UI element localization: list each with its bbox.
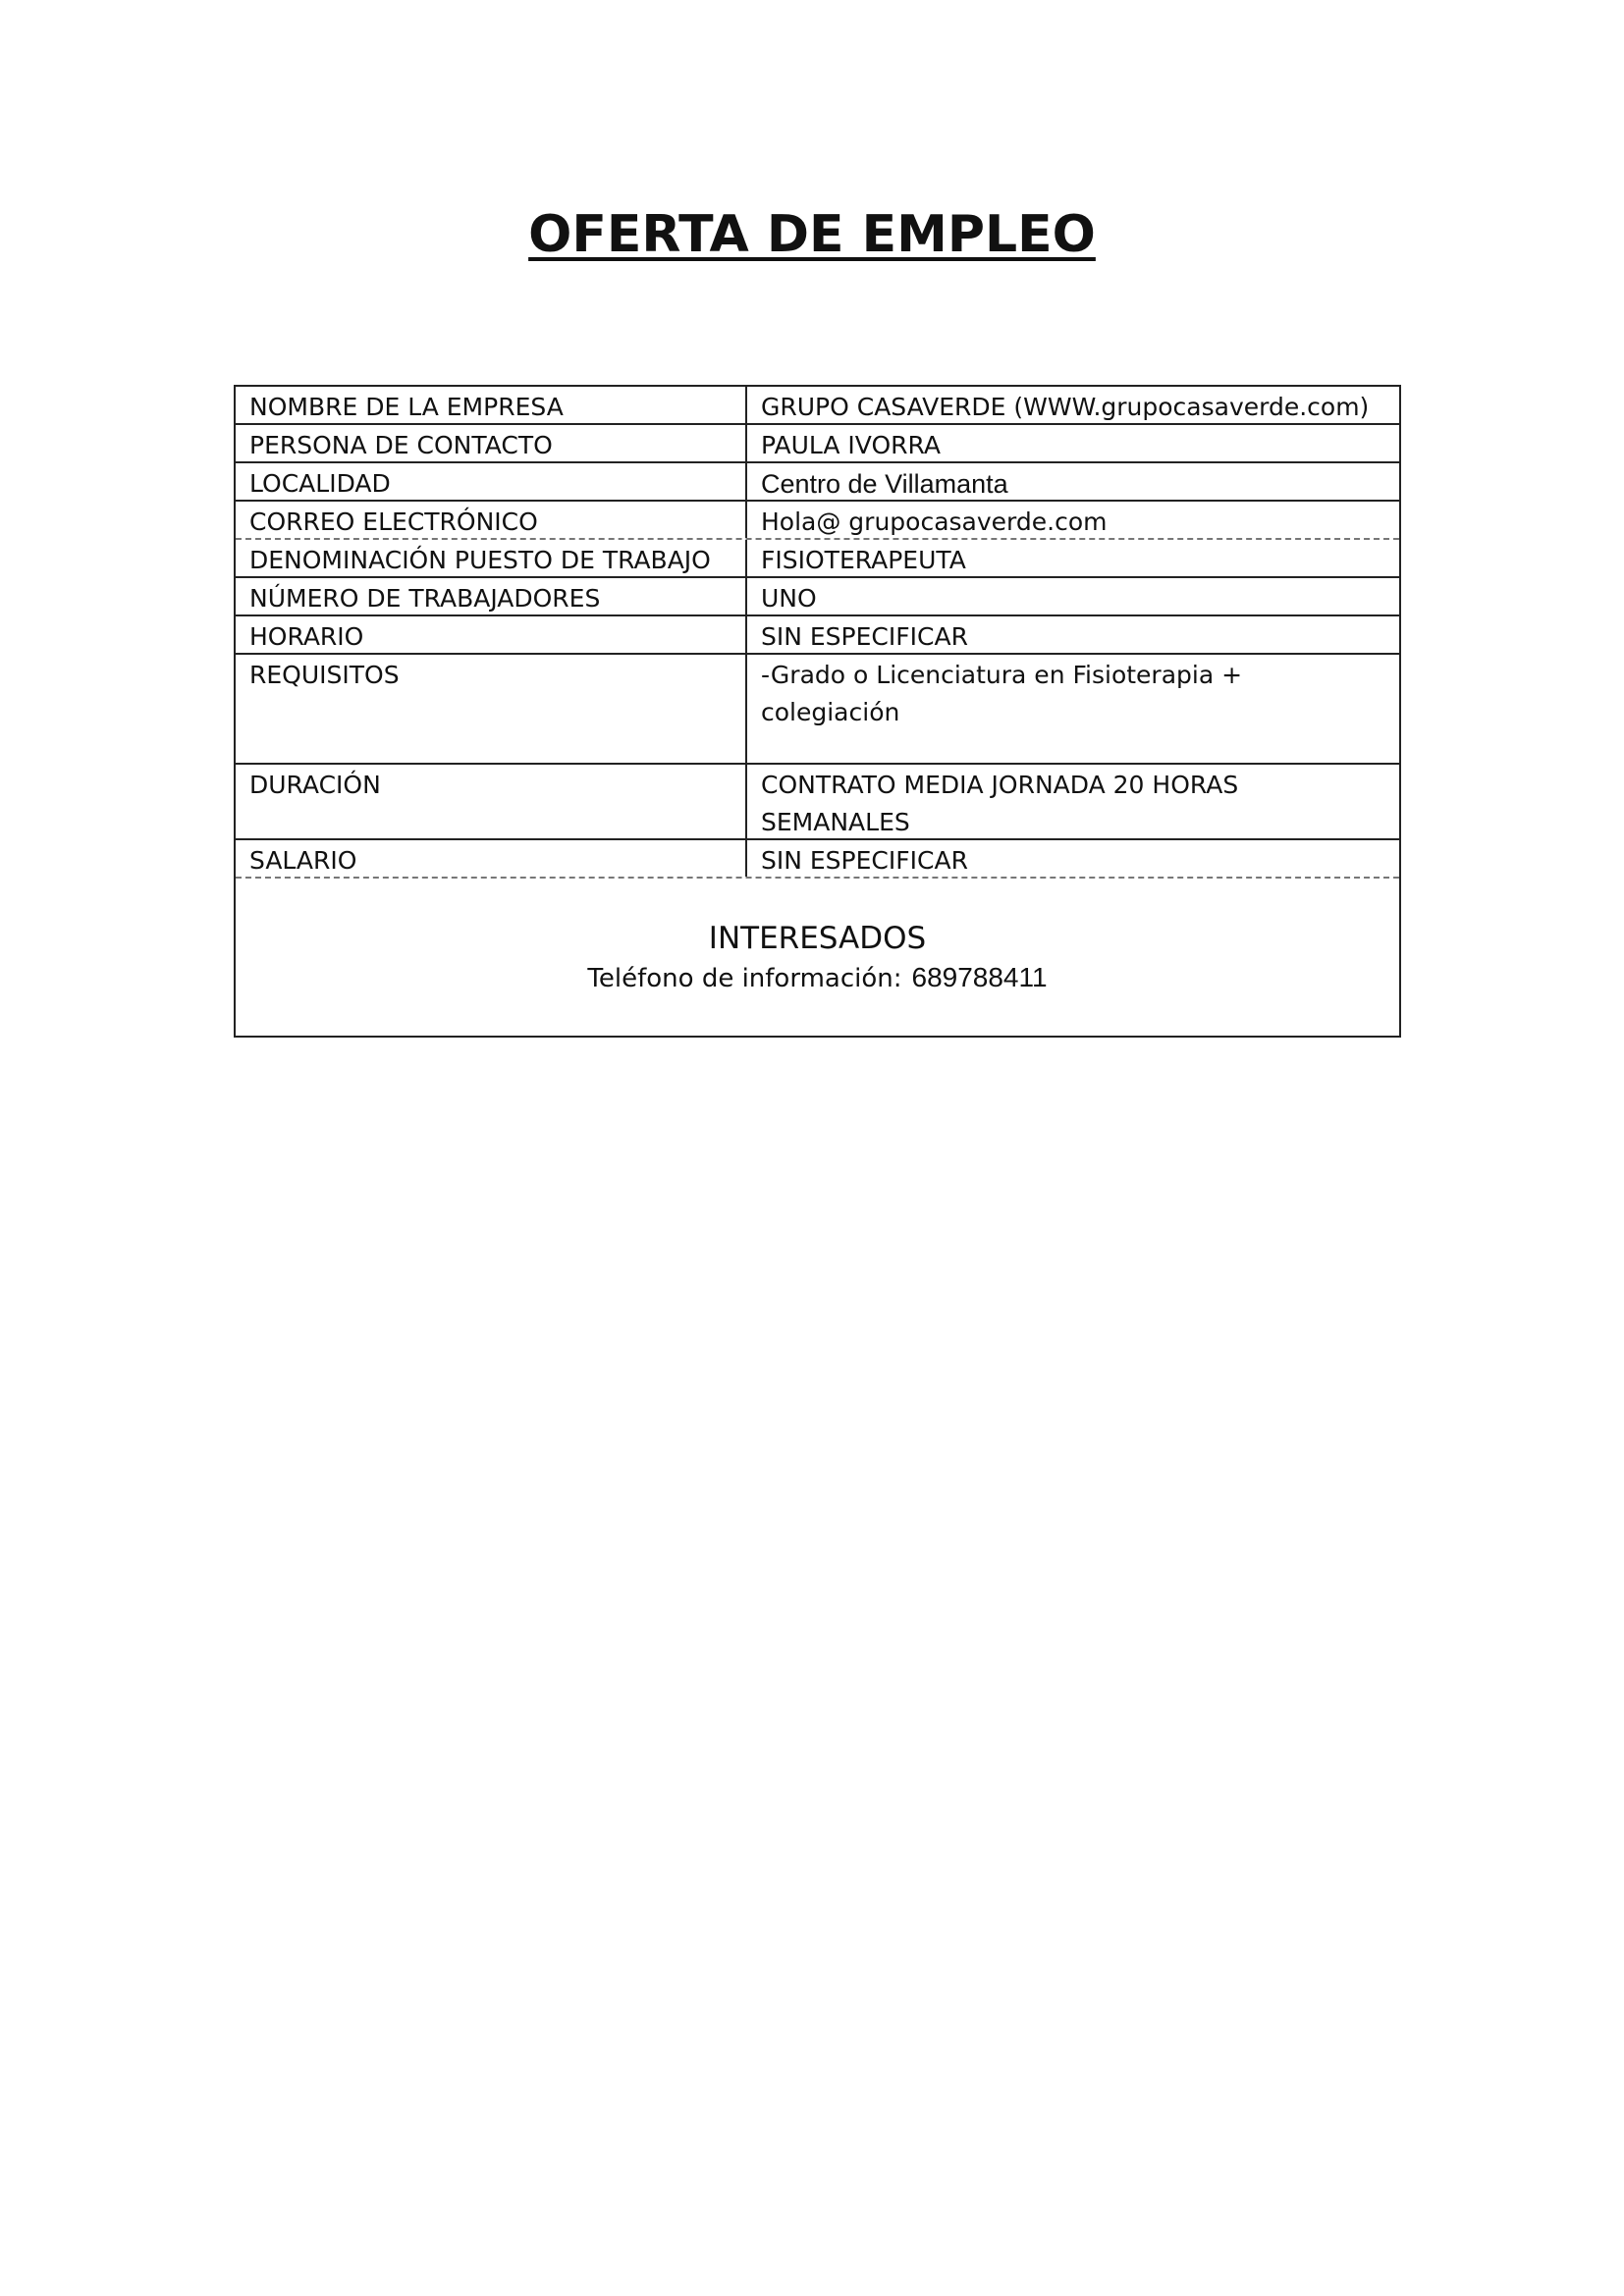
row-value: -Grado o Licenciatura en Fisioterapia + colegiación [761,661,1243,726]
table-row-duration [236,765,1399,840]
row-value: FISIOTERAPEUTA [761,546,966,574]
row-label: CORREO ELECTRÓNICO [236,502,747,538]
table-row-location [236,463,1399,502]
row-value: SIN ESPECIFICAR [761,846,968,875]
row-label: SALARIO [236,840,747,877]
row-value: SIN ESPECIFICAR [761,622,968,651]
job-offer-table [234,385,1401,1038]
row-label: LOCALIDAD [236,463,747,500]
table-row-salary [236,840,1399,879]
table-row-requirements [236,655,1399,765]
row-label: DENOMINACIÓN PUESTO DE TRABAJO [236,540,747,576]
row-label: DURACIÓN [236,765,747,838]
row-label: NOMBRE DE LA EMPRESA [236,387,747,423]
row-label: HORARIO [236,616,747,653]
row-label: NÚMERO DE TRABAJADORES [236,578,747,614]
row-value: Hola@ grupocasaverde.com [761,507,1108,536]
row-value: UNO [761,584,817,613]
contact-section [236,879,1399,1036]
row-label: REQUISITOS [236,655,747,763]
page-title: OFERTA DE EMPLEO [528,205,1096,264]
table-row-job-title [236,540,1399,578]
row-value: PAULA IVORRA [761,431,941,459]
table-row-email [236,502,1399,540]
phone-number: 689788411 [911,962,1048,992]
row-value: Centro de Villamanta [761,469,1008,499]
phone-label: Teléfono de información: [587,964,902,993]
row-label: PERSONA DE CONTACTO [236,425,747,461]
table-row-schedule [236,616,1399,655]
row-value: GRUPO CASAVERDE (WWW.grupocasaverde.com) [761,393,1370,421]
table-row-workers [236,578,1399,616]
phone-line [236,959,1399,997]
row-value: CONTRATO MEDIA JORNADA 20 HORAS SEMANALES [761,771,1239,836]
table-row-contact-person [236,425,1399,463]
table-row-company [236,387,1399,425]
contact-heading: INTERESADOS [708,921,927,956]
